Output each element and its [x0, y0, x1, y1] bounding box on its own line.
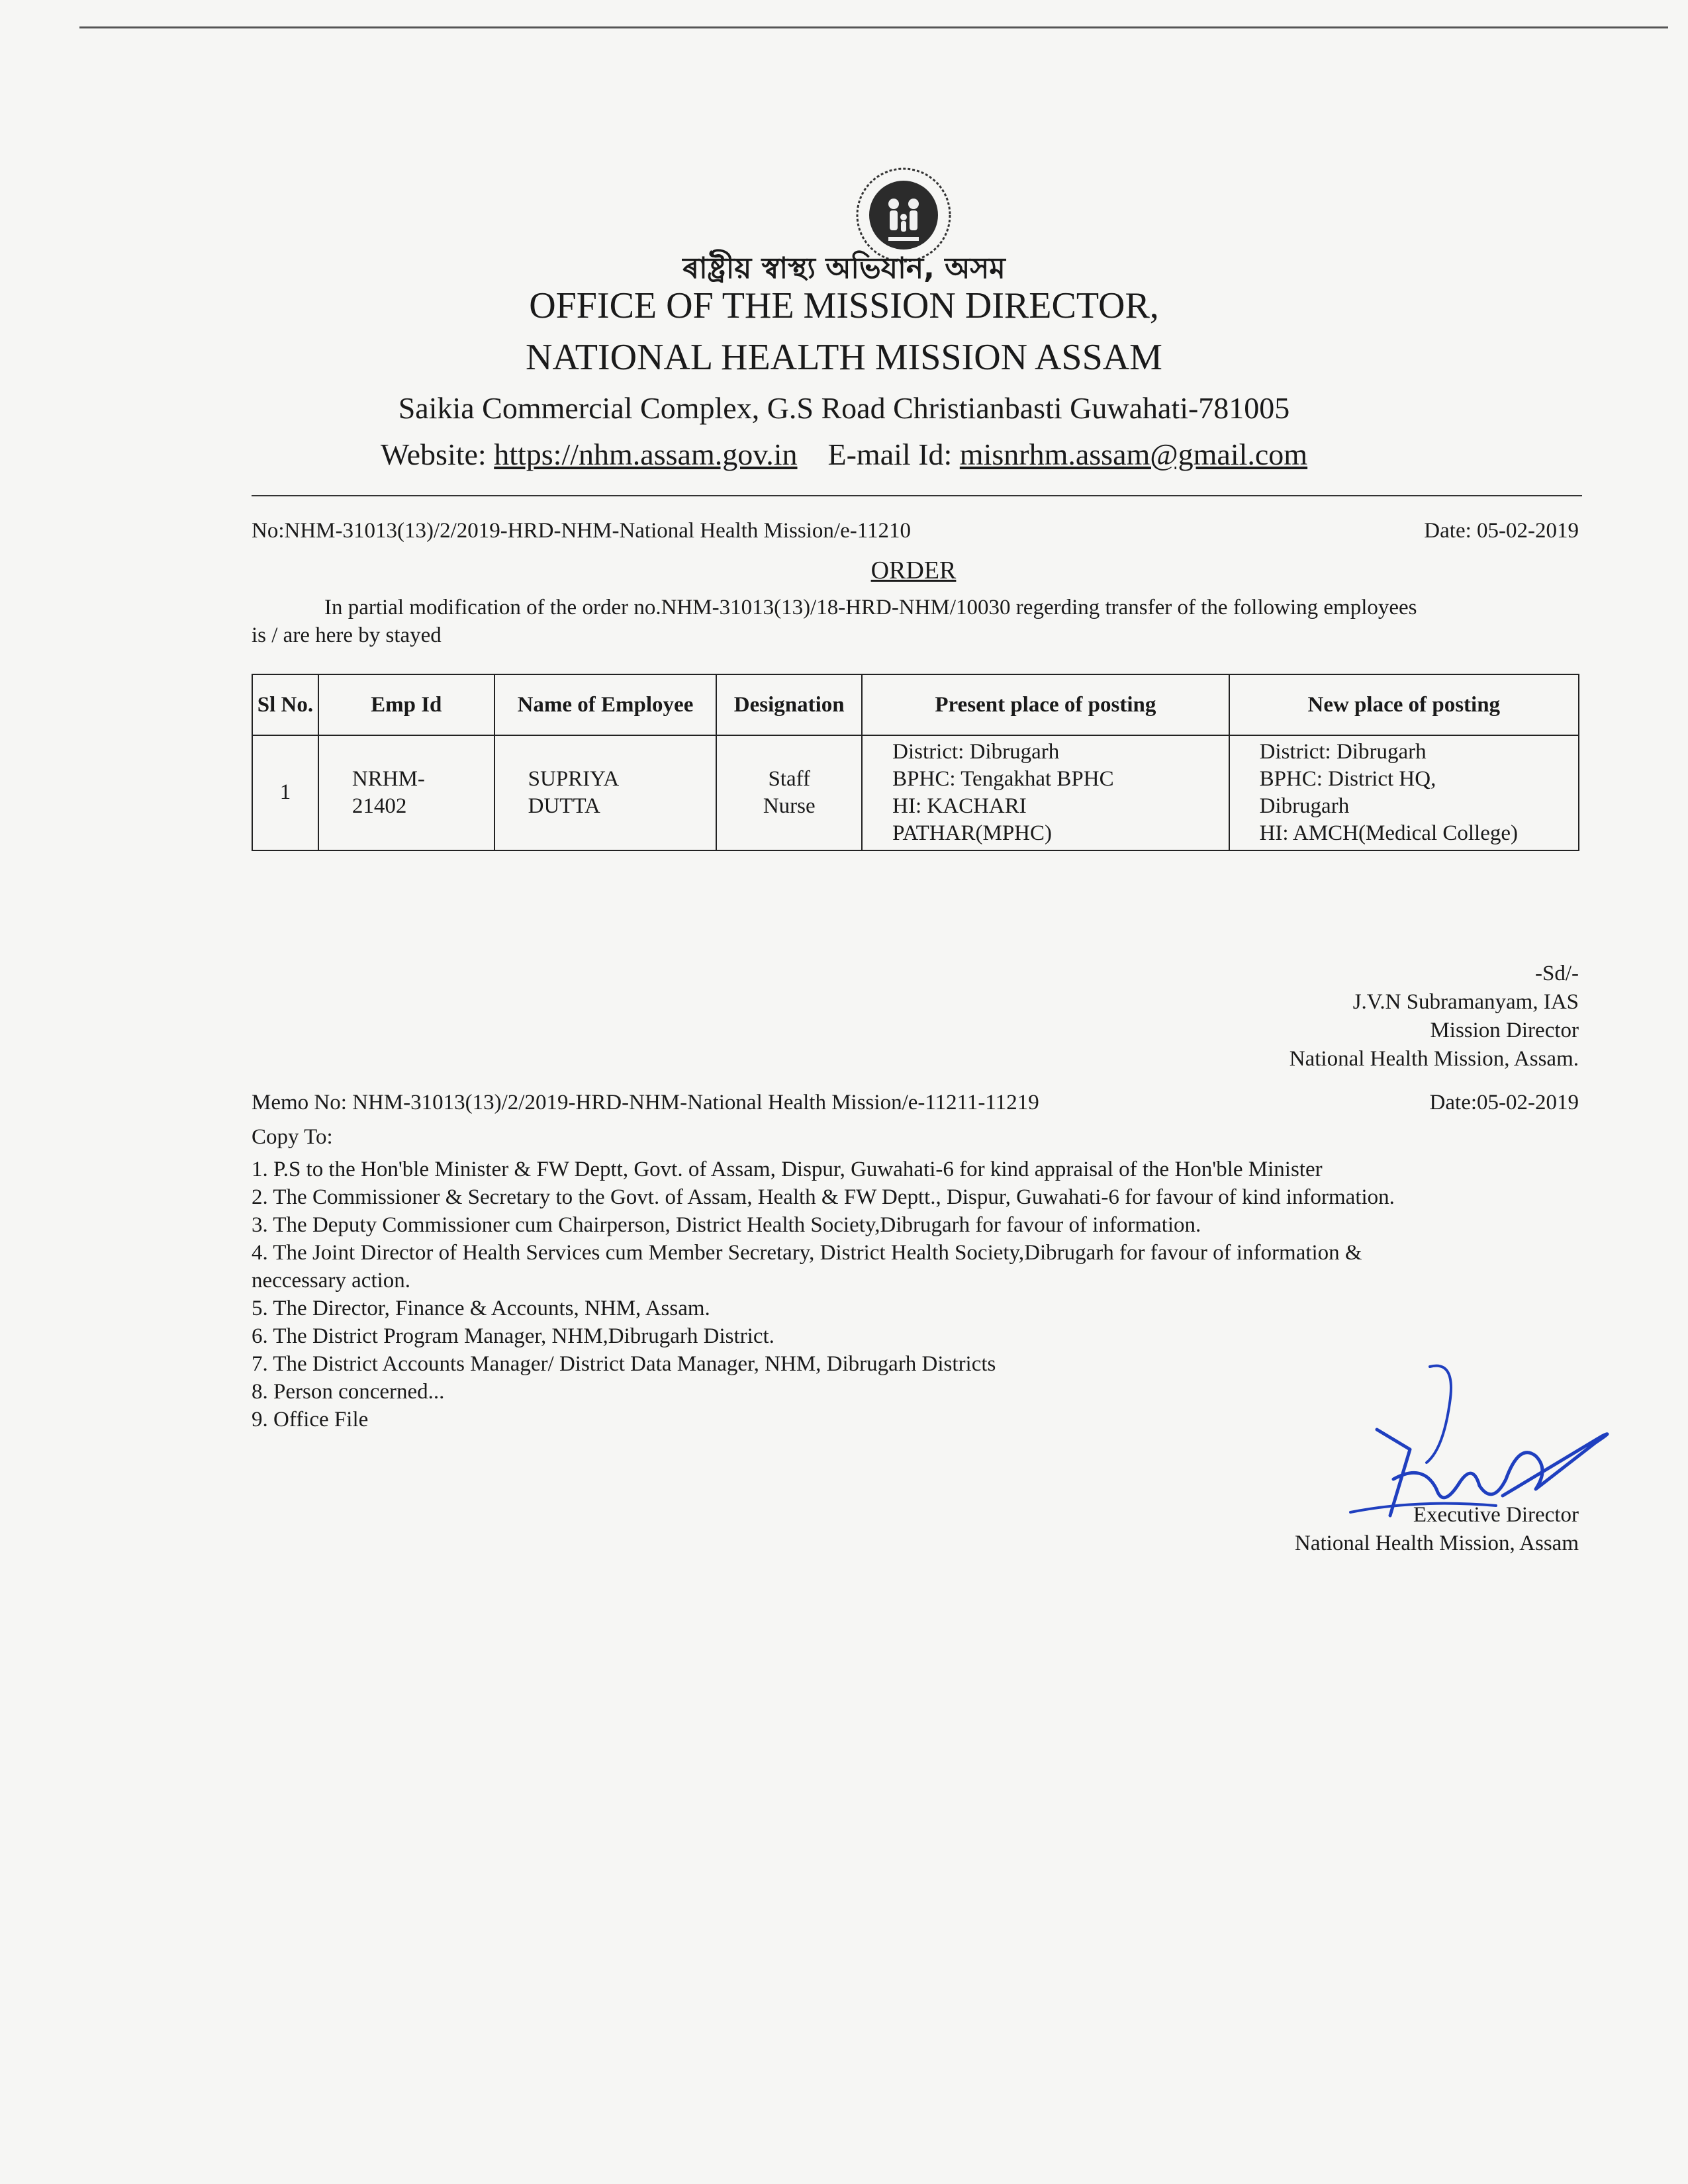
memo-number: Memo No: NHM-31013(13)/2/2019-HRD-NHM-National Health Mission/e-11211-11219	[252, 1091, 1039, 1115]
header-designation: Designation	[716, 674, 862, 735]
order-date: Date: 05-02-2019	[1424, 519, 1579, 543]
cell-emp-id: NRHM- 21402	[318, 735, 494, 850]
header-present-posting: Present place of posting	[862, 674, 1229, 735]
website-link[interactable]: https://nhm.assam.gov.in	[494, 437, 798, 471]
office-address: Saikia Commercial Complex, G.S Road Christianbasti Guwahati-781005	[398, 391, 1290, 425]
sd-mark: -Sd/-	[1535, 962, 1579, 985]
order-number: No:NHM-31013(13)/2/2019-HRD-NHM-National Health Mission/e-11210	[252, 519, 911, 543]
memo-date: Date:05-02-2019	[1429, 1091, 1579, 1115]
order-heading: ORDER	[870, 557, 957, 584]
header-sl-no: Sl No.	[252, 674, 318, 735]
list-item: 9. Office File	[252, 1408, 369, 1432]
executive-title: Executive Director	[1413, 1503, 1579, 1527]
list-item: 3. The Deputy Commissioner cum Chairperson, District Health Society,Dibrugarh for favour of information.	[252, 1213, 1201, 1237]
office-title: OFFICE OF THE MISSION DIRECTOR,	[529, 285, 1159, 326]
list-item: 2. The Commissioner & Secretary to the Govt. of Assam, Health & FW Deptt., Dispur, Guwahati-6 for favour of kind information.	[252, 1185, 1395, 1209]
email-link[interactable]: misnrhm.assam@gmail.com	[959, 437, 1308, 471]
signatory-name: J.V.N Subramanyam, IAS	[1352, 990, 1579, 1014]
contact-line	[0, 437, 1688, 472]
cell-designation: Staff Nurse	[716, 735, 862, 850]
table-row	[252, 735, 1579, 850]
signatory-title: Mission Director	[1430, 1019, 1579, 1042]
copy-to-label: Copy To:	[252, 1125, 333, 1149]
cell-new-posting: District: Dibrugarh BPHC: District HQ, Dibrugarh HI: AMCH(Medical College)	[1229, 735, 1579, 850]
header-name: Name of Employee	[494, 674, 717, 735]
website-label: Website:	[380, 437, 494, 471]
list-item: 4. The Joint Director of Health Services cum Member Secretary, District Health Society,Dibrugarh for favour of information & neccessary action.	[252, 1241, 1362, 1293]
executive-org: National Health Mission, Assam	[1295, 1531, 1579, 1555]
employee-table	[252, 674, 1579, 851]
cell-name: SUPRIYA DUTTA	[494, 735, 717, 850]
contact-spacer	[798, 437, 828, 471]
list-item: 7. The District Accounts Manager/ District Data Manager, NHM, Dibrugarh Districts	[252, 1352, 996, 1376]
order-intro-line-2: is / are here by stayed	[252, 623, 442, 647]
table-header-row	[252, 674, 1579, 735]
bengali-title: ৰাষ্ট্ৰীয় স্বাস্থ্য অভিযান, অসম	[682, 251, 1006, 285]
list-item: 5. The Director, Finance & Accounts, NHM, Assam.	[252, 1297, 710, 1320]
list-item: 8. Person concerned...	[252, 1380, 445, 1404]
header-new-posting: New place of posting	[1229, 674, 1579, 735]
list-item: 1. P.S to the Hon'ble Minister & FW Deptt, Govt. of Assam, Dispur, Guwahati-6 for kind appraisal of the Hon'ble Minister	[252, 1158, 1323, 1181]
header-divider	[252, 495, 1582, 496]
mission-director-block	[1289, 960, 1579, 1073]
header-emp-id: Emp Id	[318, 674, 494, 735]
cell-sl: 1	[252, 735, 318, 850]
mission-title: NATIONAL HEALTH MISSION ASSAM	[526, 337, 1162, 378]
email-label: E-mail Id:	[827, 437, 960, 471]
signatory-org: National Health Mission, Assam.	[1289, 1047, 1579, 1071]
list-item: 6. The District Program Manager, NHM,Dibrugarh District.	[252, 1324, 774, 1348]
cell-present-posting: District: Dibrugarh BPHC: Tengakhat BPHC HI: KACHARI PATHAR(MPHC)	[862, 735, 1229, 850]
order-intro-line-1: In partial modification of the order no.NHM-31013(13)/18-HRD-NHM/10030 regerding transfer of the following employees	[324, 596, 1417, 619]
top-scan-rule	[79, 26, 1668, 28]
executive-director-block	[1295, 1501, 1579, 1558]
